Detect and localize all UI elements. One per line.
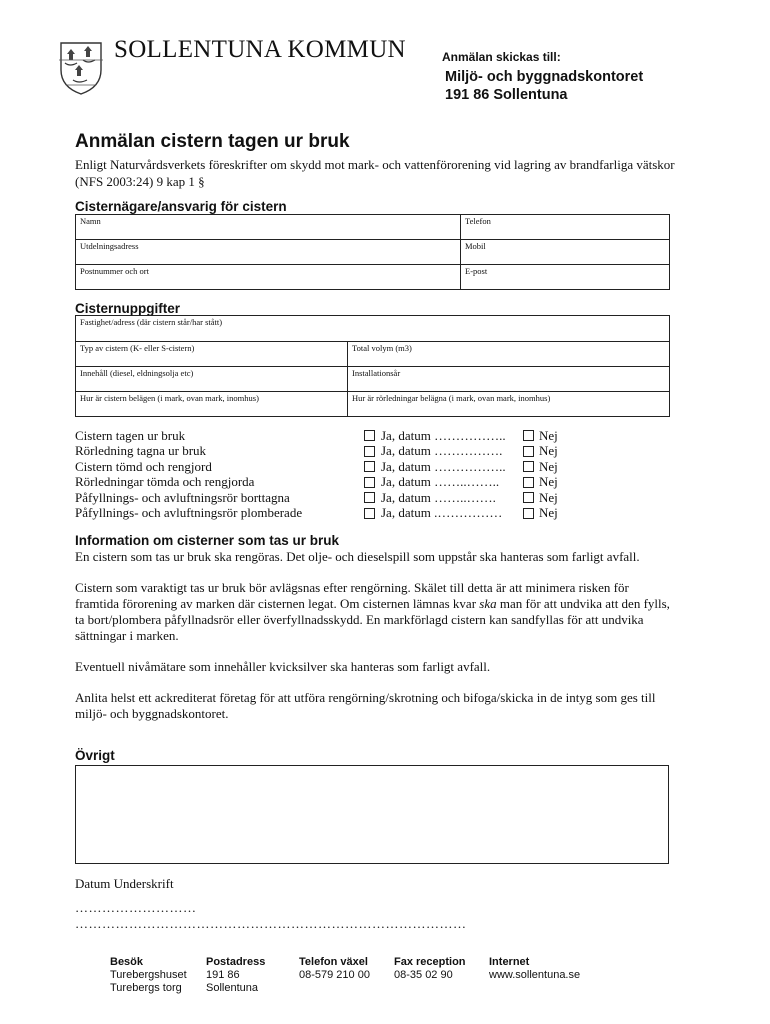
footer-internet: Internet www.sollentuna.se bbox=[489, 956, 581, 981]
ja-date-label: Ja, datum …………….. bbox=[381, 427, 506, 443]
nej-label: Nej bbox=[539, 427, 558, 443]
send-to-office: Miljö- och byggnadskontoret bbox=[445, 69, 644, 85]
address-field[interactable]: Utdelningsadress bbox=[76, 240, 461, 265]
website-link[interactable]: www.sollentuna.se bbox=[489, 969, 581, 981]
phone-field[interactable]: Telefon bbox=[461, 215, 670, 240]
pipe-location-field[interactable]: Hur är rörledningar belägna (i mark, ovan mark, inomhus) bbox=[348, 392, 670, 417]
mobile-field[interactable]: Mobil bbox=[461, 240, 670, 265]
date-line[interactable]: ……………………… bbox=[75, 900, 197, 915]
tank-type-field[interactable]: Typ av cistern (K- eller S-cistern) bbox=[76, 342, 348, 367]
send-to-label: Anmälan skickas till: bbox=[442, 50, 561, 64]
checklist-label: Rörledningar tömda och rengjorda bbox=[75, 474, 255, 490]
nej-label: Nej bbox=[539, 474, 558, 490]
ja-checkbox[interactable] bbox=[364, 446, 375, 457]
ja-checkbox[interactable] bbox=[364, 508, 375, 519]
property-address-field[interactable]: Fastighet/adress (där cistern står/har stått) bbox=[76, 316, 670, 342]
ja-checkbox[interactable] bbox=[364, 430, 375, 441]
nej-checkbox[interactable] bbox=[523, 492, 534, 503]
checklist-row bbox=[75, 459, 675, 475]
ja-date-label: Ja, datum ……………. bbox=[381, 443, 503, 459]
send-to-address bbox=[442, 50, 643, 104]
postal-field[interactable]: Postnummer och ort bbox=[76, 265, 461, 290]
footer-phone: Telefon växel 08-579 210 00 bbox=[299, 956, 370, 981]
owner-section-heading: Cisternägare/ansvarig för cistern bbox=[75, 199, 287, 214]
nej-checkbox[interactable] bbox=[523, 446, 534, 457]
nej-checkbox[interactable] bbox=[523, 477, 534, 488]
nej-label: Nej bbox=[539, 443, 558, 459]
checklist-label: Påfyllnings- och avluftningsrör plomberade bbox=[75, 505, 303, 521]
ja-checkbox[interactable] bbox=[364, 477, 375, 488]
other-notes-textarea[interactable] bbox=[75, 765, 669, 864]
info-paragraph: En cistern som tas ur bruk ska rengöras. Det olje- och dieselspill som uppstår ska hanteras som farligt avfall. bbox=[75, 549, 640, 564]
owner-grid bbox=[75, 214, 670, 290]
checklist-row bbox=[75, 506, 675, 522]
ja-checkbox[interactable] bbox=[364, 461, 375, 472]
ja-date-label: Ja, datum ……..…….. bbox=[381, 474, 500, 490]
info-text bbox=[75, 549, 675, 737]
checklist-row bbox=[75, 444, 675, 460]
info-paragraph: Cistern som varaktigt tas ur bruk bör avlägsnas efter rengörning. Skälet till detta är att minimera risken för framtida förorening av marken där cisternen legat. Om cisternen lämnas kvar ska man för att undvika att den fylls, ta bort/plombera påfyllnadsrör eller överfyllnadsskydd. En markförlagd cistern kan sandfyllas för att undvika sättningar i marken. bbox=[75, 580, 670, 643]
checklist-row bbox=[75, 428, 675, 444]
installation-year-field[interactable]: Installationsår bbox=[348, 367, 670, 392]
municipality-crest-icon bbox=[58, 40, 104, 96]
ja-date-label: Ja, datum ……..……. bbox=[381, 489, 496, 505]
checklist-row bbox=[75, 475, 675, 491]
info-section-heading: Information om cisterner som tas ur bruk bbox=[75, 533, 340, 548]
emphasis: ska bbox=[479, 596, 497, 611]
checklist-row bbox=[75, 490, 675, 506]
nej-label: Nej bbox=[539, 505, 558, 521]
checklist-label: Cistern tömd och rengjord bbox=[75, 458, 212, 474]
info-paragraph: Anlita helst ett ackrediterat företag för att utföra rengörning/skrotning och bifoga/skicka in de intyg som ges till miljö- och byggnadskontoret. bbox=[75, 690, 656, 721]
nej-label: Nej bbox=[539, 458, 558, 474]
footer-fax: Fax reception 08-35 02 90 bbox=[394, 956, 466, 981]
checklist bbox=[75, 428, 675, 521]
tank-section-heading: Cisternuppgifter bbox=[75, 301, 181, 316]
nej-checkbox[interactable] bbox=[523, 508, 534, 519]
signature-label: Datum Underskrift bbox=[75, 876, 174, 891]
nej-checkbox[interactable] bbox=[523, 461, 534, 472]
form-title: Anmälan cistern tagen ur bruk bbox=[75, 131, 350, 152]
checklist-label: Rörledning tagna ur bruk bbox=[75, 443, 207, 459]
footer-postal: Postadress 191 86 Sollentuna bbox=[206, 956, 266, 994]
organization-name: SOLLENTUNA KOMMUN bbox=[114, 36, 406, 63]
name-field[interactable]: Namn bbox=[76, 215, 461, 240]
signature-line[interactable]: …………………………………………………………………………… bbox=[75, 916, 467, 931]
ja-checkbox[interactable] bbox=[364, 492, 375, 503]
checklist-label: Cistern tagen ur bruk bbox=[75, 427, 186, 443]
ja-date-label: Ja, datum …………….. bbox=[381, 458, 506, 474]
ja-date-label: Ja, datum .…………… bbox=[381, 505, 503, 521]
total-volume-field[interactable]: Total volym (m3) bbox=[348, 342, 670, 367]
tank-location-field[interactable]: Hur är cistern belägen (i mark, ovan mark, inomhus) bbox=[76, 392, 348, 417]
email-field[interactable]: E-post bbox=[461, 265, 670, 290]
content-field[interactable]: Innehåll (diesel, eldningsolja etc) bbox=[76, 367, 348, 392]
intro-text: Enligt Naturvårdsverkets föreskrifter om skydd mot mark- och vattenförorening vid lagring av brandfarliga vätskor (NFS 2003:24) 9 kap 1 § bbox=[75, 157, 675, 189]
send-to-postal: 191 86 Sollentuna bbox=[445, 87, 568, 103]
info-paragraph: Eventuell nivåmätare som innehåller kvicksilver ska hanteras som farligt avfall. bbox=[75, 659, 491, 674]
footer-visit: Besök Turebergshuset Turebergs torg bbox=[110, 956, 187, 994]
checklist-label: Påfyllnings- och avluftningsrör borttagna bbox=[75, 489, 290, 505]
tank-grid bbox=[75, 315, 670, 417]
nej-label: Nej bbox=[539, 489, 558, 505]
other-section-heading: Övrigt bbox=[75, 748, 115, 763]
nej-checkbox[interactable] bbox=[523, 430, 534, 441]
